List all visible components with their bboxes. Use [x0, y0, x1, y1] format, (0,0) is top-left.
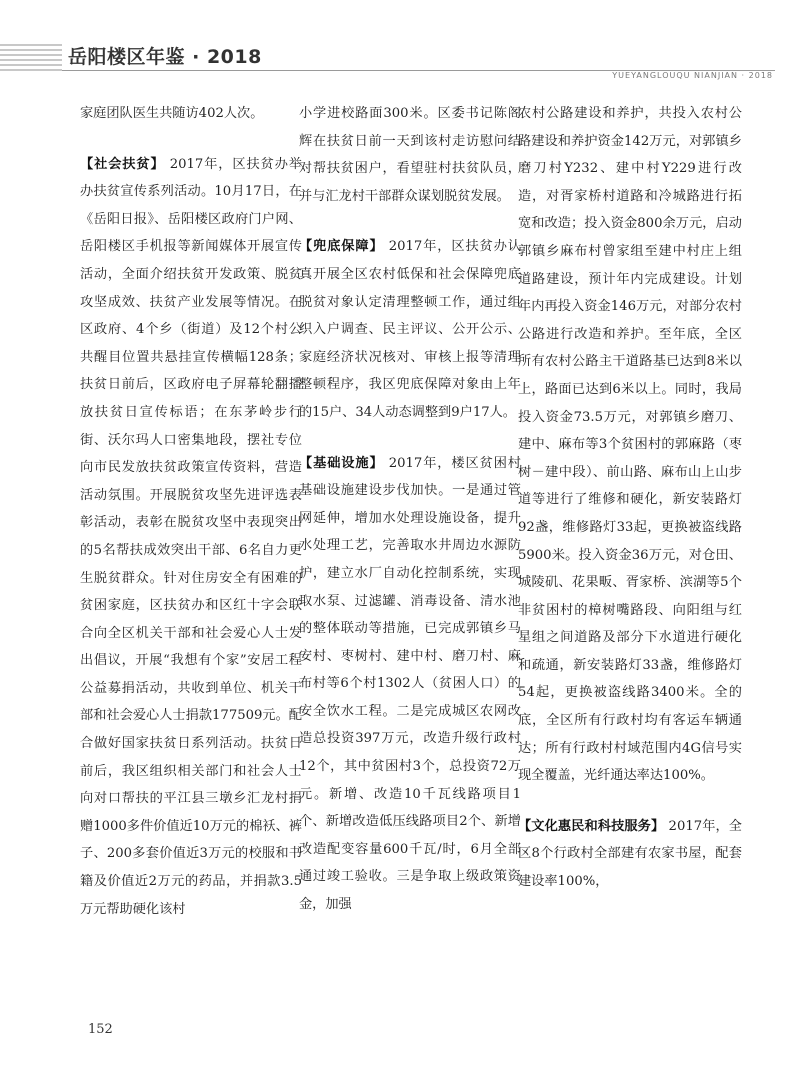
- section-heading: 【兜底保障】: [299, 239, 384, 255]
- text-column-1: [80, 100, 302, 923]
- paragraph-body: 2017年，全区8个行政村全部建有农家书屋，配套建设率100%，: [518, 818, 742, 890]
- section-heading: 【基础设施】: [299, 455, 384, 471]
- section-heading: 【文化惠民和科技服务】: [518, 818, 665, 834]
- paragraph-safety-net: [299, 233, 521, 426]
- running-header-subtitle: YUEYANGLOUQU NIANJIAN · 2018: [612, 71, 773, 80]
- paragraph-body: 2017年，楼区贫困村基础设施建设步伐加快。一是通过管网延伸，增加水处理设施设备，提升水处理工艺，完善取水井周边水源防护，建立水厂自动化控制系统，实现取水泵、过滤罐、消毒设备、清水池的整体联动等措施，已完成郭镇乡马安村、枣树村、建中村、磨刀村、麻布村等6个村1302人（贫困人口）的安全饮水工程。二是完成城区农网改造总投资397万元，改造升级行政村12个，其中贫困村3个，总投资72万元。新增、改造10千瓦线路项目1个、新增改造低压线路项目2个、新增改造配变容量600千瓦/时，6月全部通过竣工验收。三是争取上级政策资金，加强: [299, 455, 521, 913]
- page-number: 152: [88, 1022, 113, 1037]
- text-column-3: [518, 100, 742, 896]
- running-header-title: 岳阳楼区年鉴 · 2018: [68, 46, 262, 68]
- paragraph-body: 2017年，区扶贫办认真开展全区农村低保和社会保障兜底脱贫对象认定清理整顿工作，通过组织入户调查、民主评议、公开公示、家庭经济状况核对、审核上报等清理整顿程序，我区兜底保障对象由上年的15户、34人动态调整到9户17人。: [299, 239, 521, 420]
- section-heading: 【社会扶贫】: [80, 156, 165, 172]
- paragraph-body: 2017年，区扶贫办举办扶贫宣传系列活动。10月17日，在《岳阳日报》、岳阳楼区政府门户网、岳阳楼区手机报等新闻媒体开展宣传活动，全面介绍扶贫开发政策、脱贫攻坚成效、扶贫产业发展等情况。在区政府、4个乡（街道）及12个村公共醒目位置共悬挂宣传横幅128条；扶贫日前后，区政府电子屏幕轮翻播放扶贫日宣传标语；在东茅岭步行街、沃尔玛人口密集地段，摆社专位向市民发放扶贫政策宣传资料，营造活动氛围。开展脱贫攻坚先进评选表彰活动，表彰在脱贫攻坚中表现突出的5名帮扶成效突出干部、6名自力更生脱贫群众。针对住房安全有困难的贫困家庭，区扶贫办和区红十字会联合向全区机关干部和社会爱心人士发出倡议，开展“我想有个家”安居工程公益募捐活动，共收到单位、机关干部和社会爱心人士捐款177509元。配合做好国家扶贫日系列活动。扶贫日前后，我区组织相关部门和社会人士向对口帮扶的平江县三墩乡汇龙村捐赠1000多件价值近10万元的棉袄、裤子、200多套价值近3万元的校服和书籍及价值近2万元的药品，并捐款3.5万元帮助硬化该村: [80, 156, 302, 917]
- text-column-2: [299, 100, 521, 919]
- paragraph-infrastructure: [299, 450, 521, 919]
- paragraph-social-poverty-relief: [80, 151, 302, 924]
- paragraph-continued: 小学进校路面300米。区委书记陈阁辉在扶贫日前一天到该村走访慰问结对帮扶贫困户，看望驻村扶贫队员，并与汇龙村干部群众谋划脱贫发展。: [299, 106, 521, 204]
- paragraph-culture-tech-services: [518, 813, 742, 896]
- paragraph-continued: 家庭团队医生共随访402人次。: [80, 106, 264, 121]
- paragraph-continued: 农村公路建设和养护，共投入农村公路建设和养护资金142万元，对郭镇乡磨刀村Y232、建中村Y229进行改造，对胥家桥村道路和冷城路进行拓宽和改造；投入资金800余万元，启动郭镇乡麻布村曾家组至建中村庄上组道路建设，预计年内完成建设。计划年内再投入资金146万元，对部分农村公路进行改造和养护。至年底，全区所有农村公路主干道路基已达到8米以上，路面已达到6米以上。同时，我局投入资金73.5万元，对郭镇乡磨刀、建中、麻布等3个贫困村的郭麻路（枣树－建中段）、前山路、麻布山上山步道等进行了维修和硬化，新安装路灯92盏，维修路灯33起，更换被盗线路5900米。投入资金36万元，对仓田、城陵矶、花果畈、胥家桥、滨湖等5个非贫困村的樟树嘴路段、向阳组与红星组之间道路及部分下水道进行硬化和疏通，新安装路灯33盏，维修路灯54起，更换被盗线路3400米。全的底，全区所有行政村均有客运车辆通达；所有行政村村域范围内4G信号实现全覆盖，光纤通达率达100%。: [518, 106, 742, 784]
- header-decoration-stripes: [0, 44, 62, 76]
